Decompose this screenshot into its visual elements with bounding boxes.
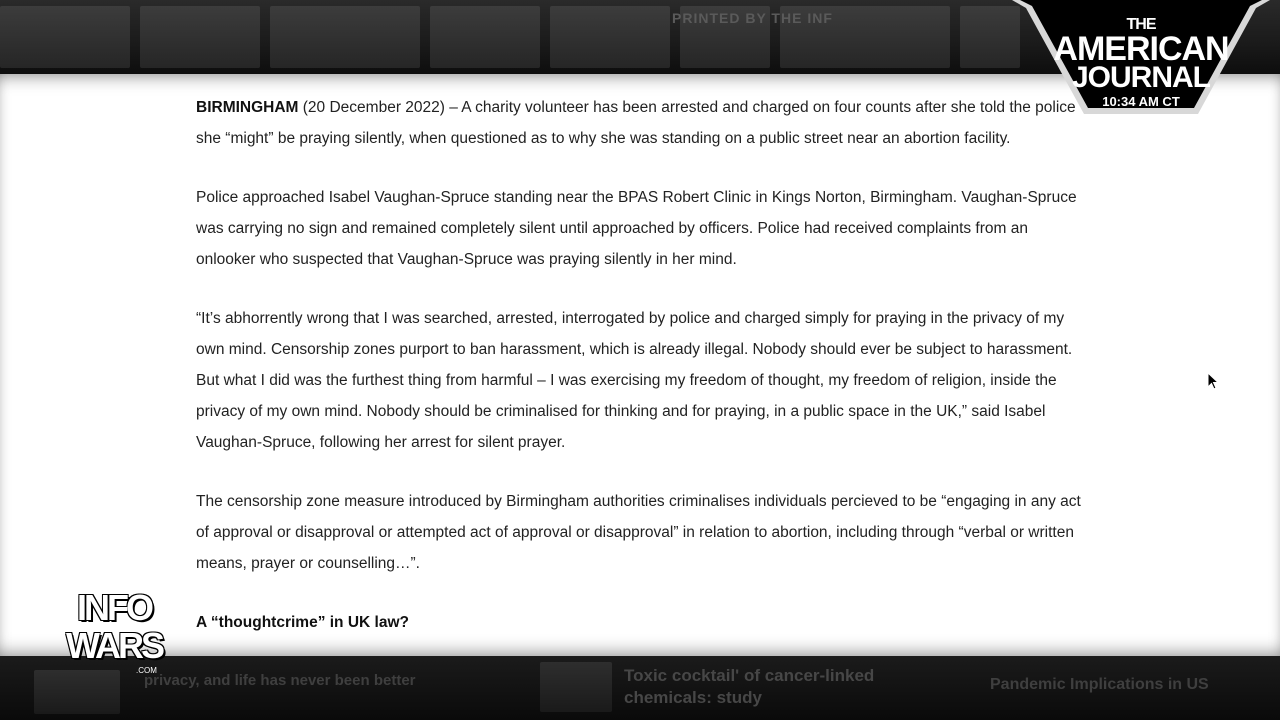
logo-american: AMERICAN <box>1053 30 1229 68</box>
newspaper-image <box>430 6 540 68</box>
ticker-headline: Pandemic Implications in US <box>990 676 1209 693</box>
clock-time: 10:34 AM CT <box>1102 94 1180 109</box>
article-body <box>196 92 1086 638</box>
newspaper-caption: PRINTED BY THE INF <box>672 10 833 26</box>
ticker-headline: privacy, and life has never been better <box>144 672 416 689</box>
ticker-thumbnail <box>540 662 612 712</box>
logo-info: INFO <box>77 587 151 628</box>
ticker-headline: chemicals: study <box>624 688 762 707</box>
paragraph-text: (20 December 2022) – A charity volunteer has been arrested and charged on four counts after she told the police she “might” be praying silently, when questioned as to why she was standing on a public street near an abortion facility. <box>196 99 1076 147</box>
article-panel <box>0 74 1280 656</box>
article-paragraph: The censorship zone measure introduced by Birmingham authorities criminalises individuals percieved to be “engaging in any act of approval or disapproval or attempted act of approval or disapproval” in relation to abortion, including through “verbal or written means, prayer or counselling…”. <box>196 493 1081 572</box>
american-journal-logo <box>1010 0 1272 118</box>
logo-wars: WARS <box>66 625 162 666</box>
article-paragraph <box>196 92 1086 154</box>
logo-journal: JOURNAL <box>1071 61 1210 94</box>
newspaper-image <box>140 6 260 68</box>
newspaper-image <box>0 6 130 68</box>
mouse-pointer-icon <box>1207 372 1219 395</box>
bottom-news-ticker <box>0 656 1280 720</box>
article-paragraph: Police approached Isabel Vaughan-Spruce standing near the BPAS Robert Clinic in Kings Norton, Birmingham. Vaughan-Spruce was carrying no sign and remained completely silent until approached by officers. Police had received complaints from an onlooker who suspected that Vaughan-Spruce was praying silently in her mind. <box>196 189 1077 268</box>
ticker-headline: Toxic cocktail' of cancer-linked <box>624 666 875 685</box>
newspaper-image <box>550 6 670 68</box>
dateline: BIRMINGHAM <box>196 99 299 116</box>
infowars-logo <box>60 588 168 680</box>
newspaper-image <box>270 6 420 68</box>
article-subheading: A “thoughtcrime” in UK law? <box>196 614 409 631</box>
article-paragraph: “It’s abhorrently wrong that I was searched, arrested, interrogated by police and charged simply for praying in the privacy of my own mind. Censorship zones purport to ban harassment, which is already illegal. Nobody should ever be subject to harassment. But what I did was the furthest thing from harmful – I was exercising my freedom of thought, my freedom of religion, inside the privacy of my own mind. Nobody should be criminalised for thinking and for praying, in a public space in the UK,” said Isabel Vaughan-Spruce, following her arrest for silent prayer. <box>196 310 1073 451</box>
logo-com: .COM <box>136 666 157 675</box>
logo-the: THE <box>1126 16 1156 33</box>
